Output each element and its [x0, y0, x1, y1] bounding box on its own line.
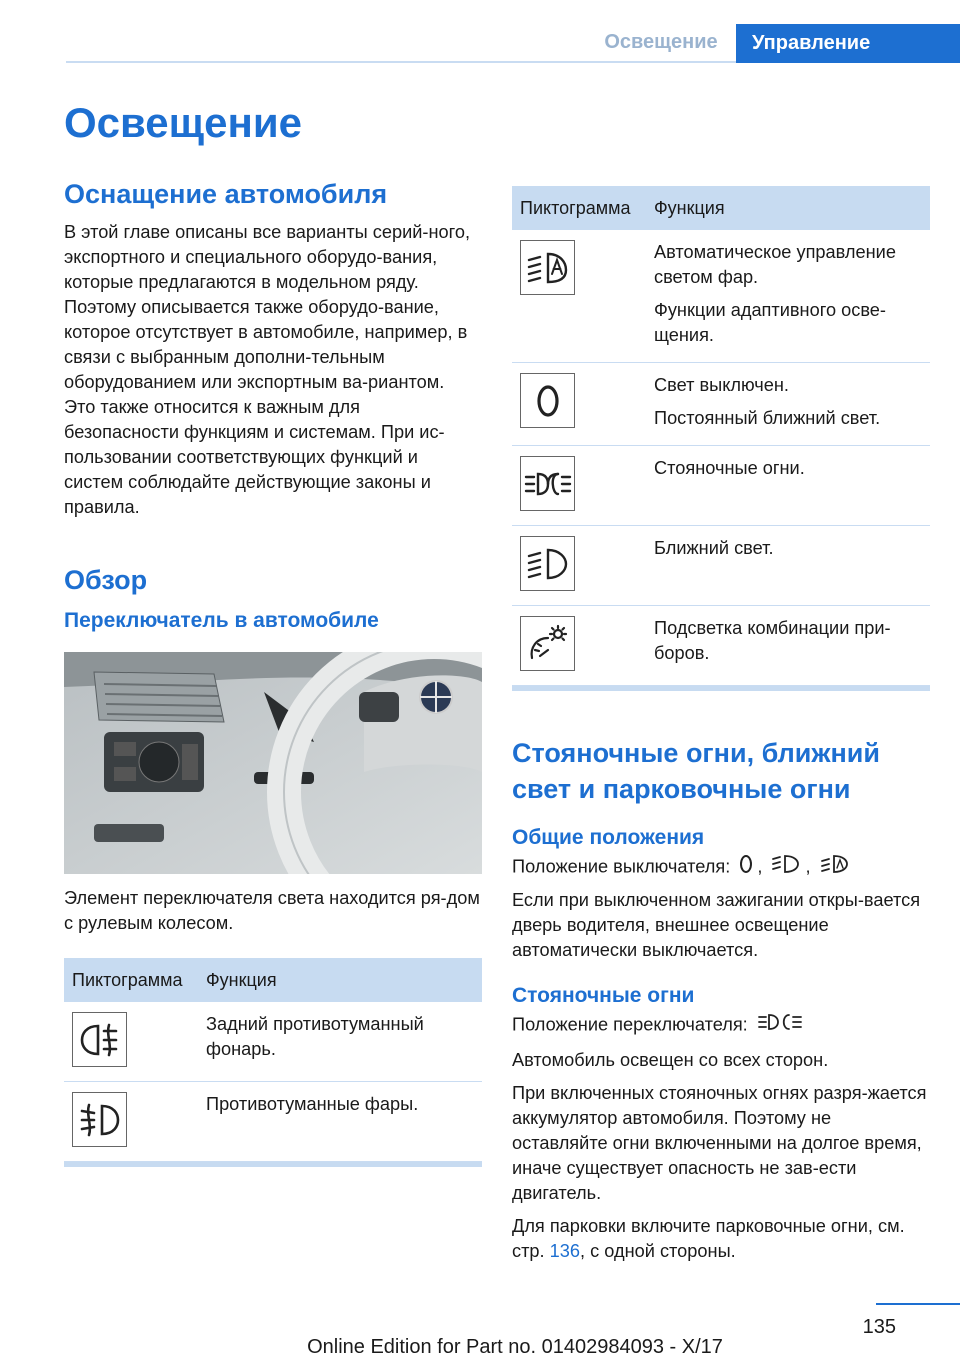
- table-cell-function: Стояночные огни.: [646, 446, 930, 526]
- overview-title: Обзор: [64, 565, 148, 595]
- instrument-lighting-icon: [520, 616, 575, 671]
- low-beam-icon: [771, 853, 801, 882]
- parking-lights-icon: [520, 456, 575, 511]
- low-beam-icon: [520, 536, 575, 591]
- table-row: [512, 230, 930, 363]
- equipment-title: Оснащение автомобиля: [64, 179, 388, 209]
- table-header-row: [64, 958, 482, 1002]
- table-cell-function: Противотуманные фары.: [198, 1082, 482, 1162]
- left-column: [64, 95, 482, 1167]
- footer-rule: [876, 1303, 960, 1305]
- equipment-text: В этой главе описаны все варианты серий-ного, экспортного и специального оборудо-вания, которые предлагаются в модельном ряду. Поэтому описывается также оборудо-вание, которое отсутствует в автомобиле, например, в связи с выбранным дополни-тельным оборудованием или экспортным ва-риантом. Это также относится к важным для безопасности функциям и системам. При ис-пользовании соответствующих функций и систем соблюдайте действующие законы и правила.: [64, 222, 471, 517]
- parking-text-2: При включенных стояночных огнях разря-жается аккумулятор автомобиля. Поэтому не оставляйте огни включенными на долгое время, иначе существует опасность не зав-ести двигатель.: [512, 1083, 927, 1203]
- parking-position-label: Положение переключателя:: [512, 1014, 748, 1035]
- general-position-label: Положение выключателя:: [512, 856, 731, 877]
- page-link-136[interactable]: 136: [549, 1241, 581, 1261]
- left-icon-table: [64, 958, 482, 1162]
- lights-off-icon: [739, 853, 753, 882]
- parking-position: [512, 1011, 930, 1040]
- section-title: Стояночные огни, ближний свет и парковочные огни: [512, 738, 880, 804]
- dashboard-photo: [64, 652, 482, 874]
- table-cell-function: Свет выключен.: [654, 375, 789, 395]
- parking-lights-icon: [757, 1011, 803, 1040]
- general-title: Общие положения: [512, 826, 705, 849]
- lights-off-icon: [520, 373, 575, 428]
- auto-headlight-icon: [520, 240, 575, 295]
- page-header: [0, 24, 960, 62]
- table-cell-function-extra: Постоянный ближний свет.: [654, 408, 881, 428]
- table-row: [512, 526, 930, 606]
- right-icon-table: [512, 186, 930, 686]
- page-number: 135: [862, 1316, 896, 1338]
- general-position: Положение выключателя: , ,: [512, 853, 930, 882]
- switch-title: Переключатель в автомобиле: [64, 609, 379, 632]
- parking-text-1: Автомобиль освещен со всех сторон.: [512, 1050, 829, 1070]
- table-cell-function: Задний противотуманный фонарь.: [198, 1002, 482, 1082]
- front-fog-lights-icon: [72, 1092, 127, 1147]
- table-row: [64, 1082, 482, 1162]
- switch-text: Элемент переключателя света находится ря-дом с рулевым колесом.: [64, 888, 480, 933]
- table-col-icon: Пиктограмма: [512, 186, 646, 230]
- edition-note: Online Edition for Part no. 01402984093 - X/17: [307, 1336, 723, 1358]
- table-col-function: Функция: [646, 186, 930, 230]
- parking-text-3-end: , с одной стороны.: [580, 1241, 736, 1261]
- table-row: [64, 1002, 482, 1082]
- parking-title: Стояночные огни: [512, 984, 695, 1007]
- table-cell-function: Ближний свет.: [646, 526, 930, 606]
- table-cell-function: Подсветка комбинации при-боров.: [646, 606, 930, 686]
- chapter-title: Освещение: [64, 99, 302, 146]
- general-text: Если при выключенном зажигании откры-вается дверь водителя, внешнее освещение автоматически выключается.: [512, 890, 921, 960]
- table-col-function: Функция: [198, 958, 482, 1002]
- table-cell-function: Автоматическое управление светом фар.: [654, 242, 896, 287]
- parking-text-3: [512, 1214, 930, 1264]
- table-row: [512, 363, 930, 446]
- parking-text-3-start: Для парковки включите парковочные огни, см. стр.: [512, 1216, 905, 1261]
- table-row: [512, 446, 930, 526]
- table-col-icon: Пиктограмма: [64, 958, 198, 1002]
- table-end-rule: [64, 1162, 482, 1167]
- auto-headlight-icon: [820, 853, 850, 882]
- header-tab-lighting[interactable]: Освещение: [604, 31, 718, 53]
- rear-fog-light-icon: [72, 1012, 127, 1067]
- table-cell-function-extra: Функции адаптивного осве-щения.: [654, 300, 886, 345]
- table-row: [512, 606, 930, 686]
- table-header-row: [512, 186, 930, 230]
- table-end-rule: [512, 686, 930, 691]
- right-column: [512, 186, 930, 1264]
- header-tab-controls[interactable]: Управление: [736, 24, 960, 63]
